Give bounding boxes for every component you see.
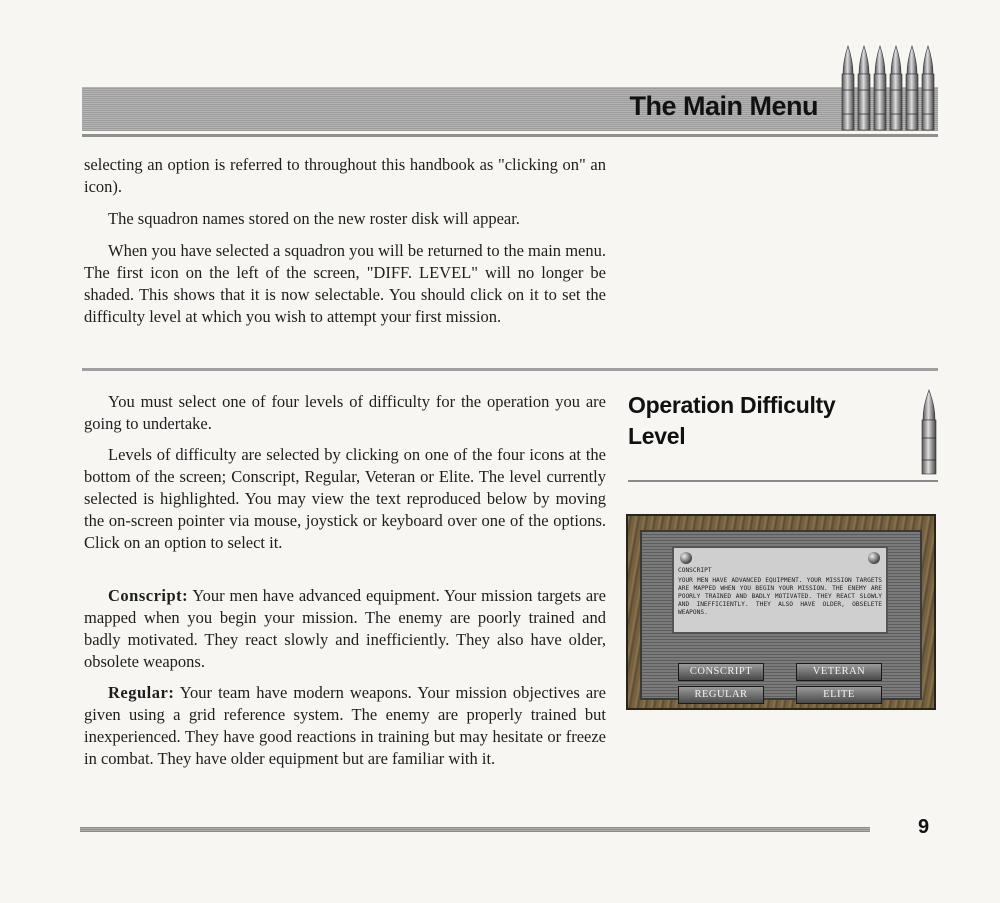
section-heading: Operation Difficulty Level [628,392,836,449]
game-info-panel [672,546,888,634]
side-rule [628,480,938,482]
section-divider [82,368,938,371]
game-panel-title: CONSCRIPT [678,567,712,574]
conscript-button[interactable]: CONSCRIPT [678,663,764,681]
bullet-icon [842,46,854,130]
paragraph-squadron-names-text: The squadron names stored on the new roster disk will appear. [108,209,520,228]
paragraph-four-levels-text: You must select one of four levels of difficulty for the operation you are going to undertake. [84,392,606,433]
paragraph-clicking-on: selecting an option is referred to throughout this handbook as "clicking on" an icon). [84,155,606,196]
paragraph-conscript [84,585,606,673]
veteran-button[interactable]: VETERAN [796,663,882,681]
paragraph-levels-selected [84,444,606,554]
paragraph-selected-squadron [84,240,606,328]
conscript-label: Conscript: [108,586,189,605]
paragraph-squadron-names [84,208,606,230]
game-panel-text: YOUR MEN HAVE ADVANCED EQUIPMENT. YOUR MISSION TARGETS ARE MAPPED WHEN YOU BEGIN YOUR MISSION. THE ENEMY ARE POORLY TRAINED AND BADLY MOTIVATED. THEY REACT SLOWLY AND INEFFICIENTLY. THEY ALSO HAVE OLDER, OBSELETE WEAPONS. [678,577,882,616]
header-rule [82,134,938,137]
pin-icon [868,552,880,564]
bullet-icon [918,388,940,476]
paragraph-regular [84,682,606,770]
bullets-icon [840,44,940,134]
regular-text: Your team have modern weapons. Your mission objectives are given using a grid reference system. The enemy are properly trained but inexperienced. They have good reactions in training but may hesitate or freeze in combat. They have older equipment but are familiar with it. [84,683,606,768]
page-number: 9 [918,816,930,838]
paragraph-selected-squadron-text: When you have selected a squadron you will be returned to the main menu. The first icon on the left of the screen, "DIFF. LEVEL" will no longer be shaded. This shows that it is now selectable. You should click on it to set the difficulty level at which you wish to attempt your first mission. [84,241,606,326]
pin-icon [680,552,692,564]
regular-button[interactable]: REGULAR [678,686,764,704]
regular-label: Regular: [108,683,175,702]
conscript-text: Your men have advanced equipment. Your mission targets are mapped when you begin your mission. The enemy are poorly trained and badly motivated. They react slowly and inefficiently. They also have older, obsolete weapons. [84,586,606,671]
paragraph-four-levels [84,391,606,435]
page-title: The Main Menu [629,91,818,121]
footer-rule [80,827,870,832]
paragraph-levels-selected-text: Levels of difficulty are selected by clicking on one of the four icons at the bottom of the screen; Conscript, Regular, Veteran or Elite. The level currently selected is highlighted. You may view the text reproduced below by moving the on-screen pointer via mouse, joystick or keyboard over one of the options. Click on an option to select it. [84,445,606,552]
elite-button[interactable]: ELITE [796,686,882,704]
